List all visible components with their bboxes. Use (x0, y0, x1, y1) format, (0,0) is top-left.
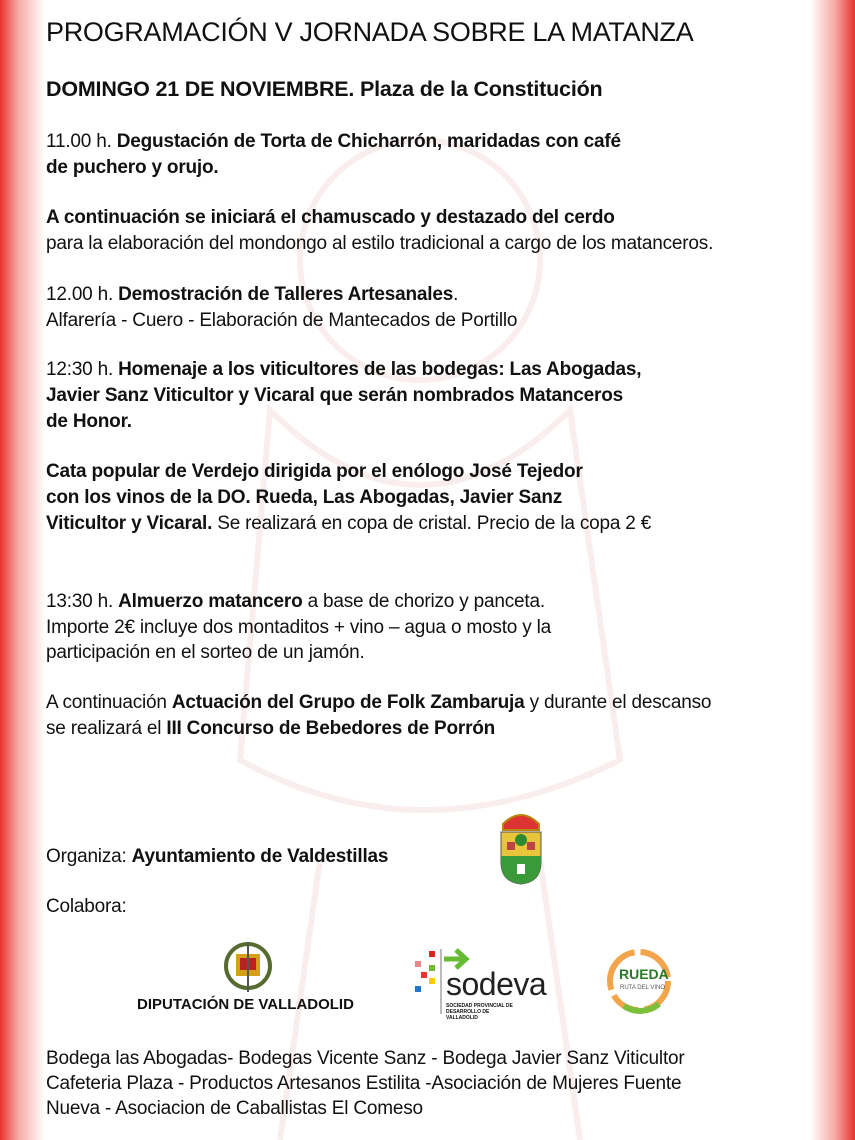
valdestillas-coat-of-arms-icon (498, 806, 544, 886)
event-4 (46, 358, 641, 382)
event-1-cont: de puchero y orujo. (46, 157, 219, 178)
event-title: Degustación de Torta de Chicharrón, maridadas con café (116, 131, 621, 152)
dot: . (453, 284, 459, 305)
text: y durante el descanso (524, 692, 712, 713)
organizer-name: Ayuntamiento de Valdestillas (131, 846, 389, 867)
event-7 (46, 691, 711, 715)
sponsor-line: Cafeteria Plaza - Productos Artesanos Estilita -Asociación de Mujeres Fuente (46, 1073, 682, 1094)
rueda-subtitle: RUTA DEL VINO (620, 985, 666, 991)
event-1 (46, 130, 621, 154)
event-6-desc: Importe 2€ incluye dos montaditos + vino – agua o mosto y la (46, 617, 551, 638)
event-title: Actuación del Grupo de Folk Zambaruja (171, 692, 525, 713)
sponsor-line: Nueva - Asociacion de Caballistas El Comeso (46, 1098, 423, 1119)
event-date-location: DOMINGO 21 DE NOVIEMBRE. Plaza de la Constitución (46, 77, 603, 101)
event-title: Viticultor y Vicaral. (46, 513, 213, 534)
page-title: PROGRAMACIÓN V JORNADA SOBRE LA MATANZA (46, 17, 694, 47)
sodeva-subtitle: SOCIEDAD PROVINCIAL DE DESARROLLO DE VALLADOLID (446, 1003, 513, 1021)
event-title: Almuerzo matancero (118, 591, 303, 612)
rueda-logo-text: RUEDA (619, 966, 669, 982)
event-2-desc: para la elaboración del mondongo al estilo tradicional a cargo de los matanceros. (46, 233, 714, 254)
event-5: Cata popular de Verdejo dirigida por el enólogo José Tejedor (46, 461, 583, 482)
sodeva-logo-text: sodeva (446, 966, 547, 1002)
event-5-cont: con los vinos de la DO. Rueda, Las Abogadas, Javier Sanz (46, 487, 563, 508)
event-title: Demostración de Talleres Artesanales (118, 284, 454, 305)
time: 13:30 h. (46, 591, 119, 612)
event-4-cont: de Honor. (46, 411, 132, 432)
event-3-desc: Alfarería - Cuero - Elaboración de Mantecados de Portillo (46, 310, 518, 331)
event-2: A continuación se iniciará el chamuscado y destazado del cerdo (46, 207, 615, 228)
text: se realizará el (46, 718, 167, 739)
text: A continuación (46, 692, 172, 713)
event-desc: a base de chorizo y panceta. (302, 591, 545, 612)
event-title: III Concurso de Bebedores de Porrón (166, 718, 496, 739)
sponsor-line: Bodega las Abogadas- Bodegas Vicente Sanz - Bodega Javier Sanz Viticultor (46, 1048, 685, 1069)
event-5-cont (46, 512, 651, 536)
event-6-desc: participación en el sorteo de un jamón. (46, 642, 365, 663)
time: 11.00 h. (46, 131, 117, 152)
diputacion-logo-text: DIPUTACIÓN DE VALLADOLID (137, 996, 354, 1013)
colabora-label: Colabora: (46, 896, 127, 917)
event-title: Homenaje a los viticultores de las bodegas: Las Abogadas, (118, 359, 642, 380)
diputacion-emblem-icon (218, 942, 278, 994)
organiza (46, 845, 388, 869)
event-6 (46, 590, 545, 614)
event-3 (46, 283, 458, 307)
time: 12.00 h. (46, 284, 119, 305)
organiza-label: Organiza: (46, 846, 132, 867)
event-7-cont (46, 717, 495, 741)
event-4-cont: Javier Sanz Viticultor y Vicaral que serán nombrados Matanceros (46, 385, 623, 406)
time: 12:30 h. (46, 359, 119, 380)
sodeva-logo-icon (414, 948, 446, 1016)
event-desc: Se realizará en copa de cristal. Precio de la copa 2 € (212, 513, 652, 534)
